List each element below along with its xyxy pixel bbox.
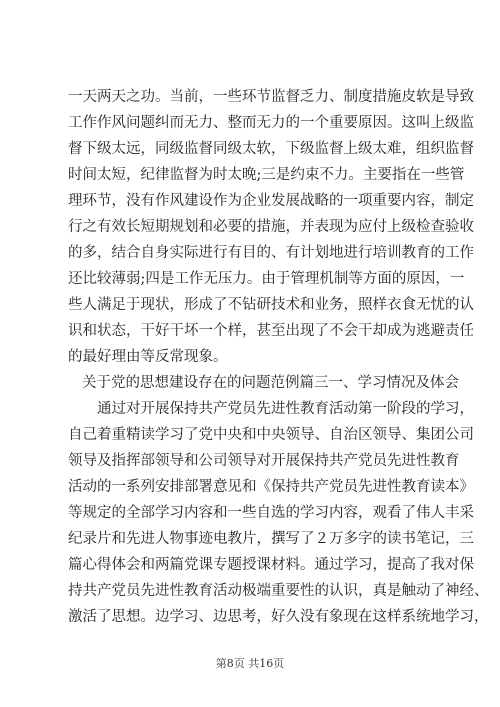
text-line: 自己着重精读学习了党中央和中央领导、自治区领导、集团公司 <box>68 427 474 443</box>
text-line: 行之有效长短期规划和必要的措施，并表现为应付上级检查验收 <box>68 219 474 235</box>
text-line: 工作作风问题纠而无力、整而无力的一个重要原因。这叫上级监 <box>68 115 474 131</box>
text-line: 等规定的全部学习内容和一些自选的学习内容，观看了伟人丰采 <box>68 505 474 521</box>
text-line: 篇心得体会和两篇党课专题授课材料。通过学习，提高了我对保 <box>68 557 474 573</box>
text-line: 领导及指挥部领导和公司领导对开展保持共产党员先进性教育 <box>68 453 460 469</box>
page-number-footer: 第8页 共16页 <box>215 657 285 670</box>
body-text <box>68 84 489 630</box>
text-line: 激活了思想。边学习、边思考，好久没有象现在这样系统地学习， <box>68 609 489 625</box>
text-line: 的最好理由等反常现象。 <box>68 349 228 365</box>
text-line: 持共产党员先进性教育活动极端重要性的认识，真是触动了神经、 <box>68 583 489 599</box>
text-line: 督下级太远，同级监督同级太软，下级监督上级太难，组织监督 <box>68 141 474 157</box>
text-line: 识和状态，干好干坏一个样，甚至出现了不会干却成为逃避责任 <box>68 323 474 339</box>
text-line: 还比较薄弱;四是工作无压力。由于管理机制等方面的原因，一 <box>68 271 465 287</box>
text-line: 纪录片和先进人物事迹电教片，撰写了２万多字的读书笔记，三 <box>68 531 474 547</box>
text-line: 通过对开展保持共产党员先进性教育活动第一阶段的学习， <box>97 401 474 417</box>
text-line: 时间太短，纪律监督为时太晚;三是约束不力。主要指在一些管 <box>68 167 465 183</box>
text-line: 一天两天之功。当前，一些环节监督乏力、制度措施皮软是导致 <box>68 89 474 105</box>
text-line: 些人满足于现状，形成了不钻研技术和业务，照样衣食无忧的认 <box>68 297 474 313</box>
text-line: 理环节，没有作风建设作为企业发展战略的一项重要内容，制定 <box>68 193 474 209</box>
text-line: 的多，结合自身实际进行有目的、有计划地进行培训教育的工作 <box>68 245 474 261</box>
section-heading: 关于党的思想建设存在的问题范例篇三一、学习情况及体会 <box>82 375 459 391</box>
text-line: 活动的一系列安排部署意见和《保持共产党员先进性教育读本》 <box>68 479 474 495</box>
